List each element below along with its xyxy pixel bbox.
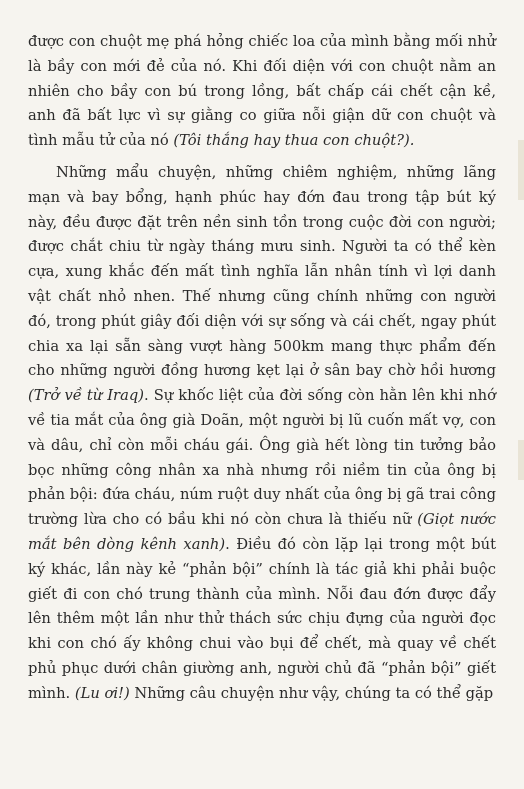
text-run: . Điều đó còn lặp lại trong một bút ký khác, lần này kẻ “phản bội” chính là tác giả khi phải buộc giết đi con chó trung thành của mình. Nỗi đau đớn được đẩy lên thêm một lần như thử thách sức chịu đựng của người đọc khi con chó ấy không chui vào bụi để chết, mà quay về chết phủ phục dưới chân giường anh, người chủ đã “phản bội” giết mình. xyxy=(28,535,496,702)
paragraph xyxy=(28,30,496,154)
text-run: Những câu chuyện như vậy, chúng ta có thể gặp xyxy=(129,684,494,702)
text-run: được con chuột mẹ phá hỏng chiếc loa của mình bằng mối nhử là bầy con mới đẻ của nó. Khi đối diện với con chuột nằm an nhiên cho bầy con bú trong lồng, bất chấp cái chết cận kề, anh đã bất lực vì sự giằng co giữa nỗi giận dữ con chuột và tình mẫu tử của nó xyxy=(28,33,496,150)
italic-title-reference: (Trở về từ Iraq) xyxy=(28,387,144,405)
page-body-text xyxy=(28,30,496,707)
text-run: . Sự khốc liệt của đời sống còn hằn lên khi nhớ về tia mắt của ông già Doãn, một người bị lũ cuốn mất vợ, con và dâu, chỉ còn mỗi cháu gái. Ông già hết lòng tin tưởng bảo bọc những công nhân xa nhà nhưng rồi niềm tin của ông bị phản bội: đứa cháu, núm ruột duy nhất của ông bị gã trai công trường lừa cho có bầu khi nó còn chưa là thiếu nữ xyxy=(28,387,496,529)
italic-title-reference: (Giọt nước mắt bên dòng kênh xanh) xyxy=(28,511,496,553)
page-edge-shadow xyxy=(518,440,524,480)
paragraph xyxy=(28,161,496,707)
text-run: Những mẩu chuyện, những chiêm nghiệm, những lãng mạn và bay bổng, hạnh phúc hay đớn đau trong tập bút ký này, đều được đặt trên nền sinh tồn trong cuộc đời con người; được chắt chiu từ ngày tháng mưu sinh. Người ta có thể kèn cựa, xung khắc đến mất tình nghĩa lẫn nhân tính vì lợi danh vật chất nhỏ nhen. Thế nhưng cũng chính những con người đó, trong phút giây đối diện với sự sống và cái chết, ngay phút chia xa lại sẵn sàng vượt hàng 500km mang thực phẩm đến cho những người đồng hương kẹt lại ở sân bay chờ hồi hương xyxy=(28,163,496,380)
page-edge-shadow xyxy=(518,140,524,200)
italic-title-reference: (Lu ơi!) xyxy=(74,684,130,702)
italic-title-reference: (Tôi thắng hay thua con chuột?). xyxy=(173,132,415,150)
